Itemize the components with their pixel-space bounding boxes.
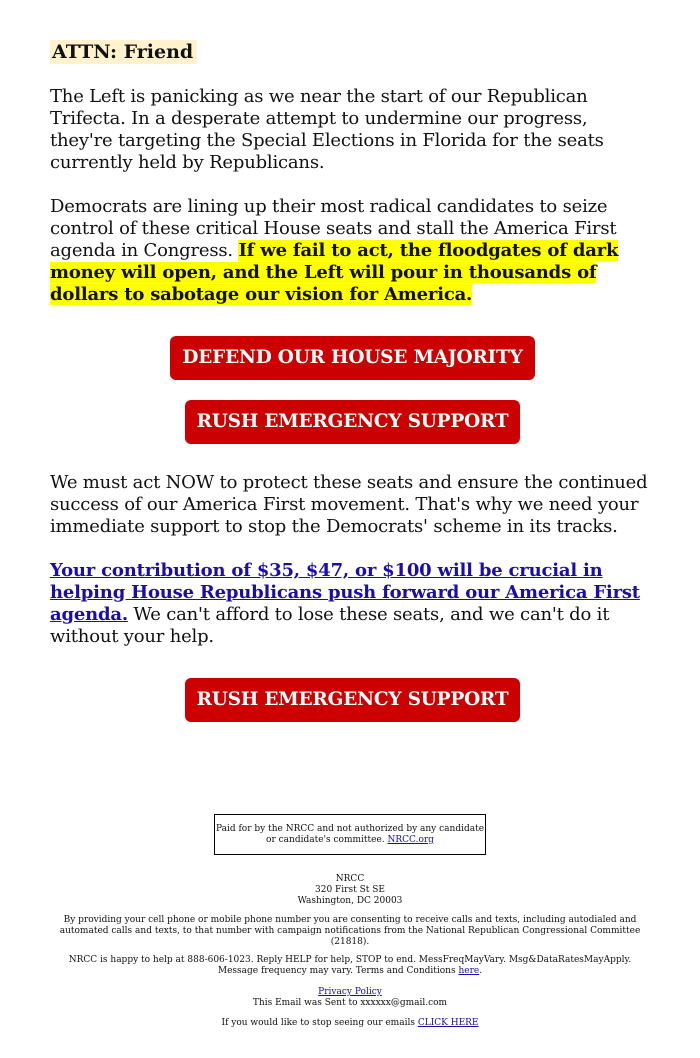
sms-consent-text: By providing your cell phone or mobile phone number you are consenting to receive calls and texts, including autodialed and automated calls and texts, to that number with campaign notifications from the National Republican Congressional Committee (21818).	[59, 915, 641, 947]
street-address: 320 First St SE	[315, 885, 385, 895]
mailing-address	[50, 874, 650, 907]
defend-house-majority-button[interactable]: DEFEND OUR HOUSE MAJORITY	[170, 336, 534, 380]
unsubscribe-link[interactable]: CLICK HERE	[417, 1018, 479, 1028]
email-body	[50, 40, 655, 722]
help-text-body: NRCC is happy to help at 888-606-1023. Reply HELP for help, STOP to end. MessFreqMayVary. Msg&DataRatesMayApply. Message frequency may vary. Terms and Conditions	[68, 955, 632, 976]
city-address: Washington, DC 20003	[297, 896, 403, 906]
paid-for-text: Paid for by the NRCC and not authorized by any candidate or candidate's committee.	[215, 824, 485, 845]
highlighted-warning: If we fail to act, the floodgates of dark money will open, and the Left will pour in thousands of dollars to sabotage our vision for America.	[50, 240, 619, 305]
paragraph-1: The Left is panicking as we near the start of our Republican Trifecta. In a desperate attempt to undermine our progress, they're targeting the Special Elections in Florida for the seats currently held by Republicans.	[50, 86, 604, 173]
paid-for-disclaimer	[214, 814, 486, 855]
greeting: ATTN: Friend	[50, 40, 197, 64]
paragraph-4	[50, 560, 655, 648]
contribution-link[interactable]: Your contribution of $35, $47, or $100 will be crucial in helping House Republicans push forward our America First agenda.	[50, 560, 640, 625]
button-row-1	[50, 336, 655, 380]
privacy-section	[50, 987, 650, 1009]
paragraph-4-text: We can't afford to lose these seats, and we can't do it without your help.	[50, 604, 610, 647]
paragraph-3: We must act NOW to protect these seats and ensure the continued success of our America First movement. That's why we need your immediate support to stop the Democrats' scheme in its tracks.	[50, 472, 648, 537]
button-row-3	[50, 678, 655, 722]
help-text-period: .	[479, 966, 483, 976]
org-name: NRCC	[335, 874, 365, 884]
rush-emergency-support-button-2[interactable]: RUSH EMERGENCY SUPPORT	[185, 678, 521, 722]
paragraph-2-text: Democrats are lining up their most radical candidates to seize control of these critical House seats and stall the America First agenda in Congress.	[50, 196, 617, 261]
privacy-policy-link[interactable]: Privacy Policy	[318, 987, 382, 997]
terms-link[interactable]: here	[458, 966, 480, 976]
unsubscribe-text: If you would like to stop seeing our emails	[221, 1018, 418, 1028]
paragraph-2	[50, 196, 655, 306]
button-row-2	[50, 400, 655, 444]
email-footer	[50, 814, 650, 1029]
nrcc-org-link[interactable]: NRCC.org	[387, 835, 434, 845]
unsubscribe-section	[50, 1018, 650, 1029]
rush-emergency-support-button[interactable]: RUSH EMERGENCY SUPPORT	[185, 400, 521, 444]
sent-to-text: This Email was Sent to xxxxxx@gmail.com	[252, 998, 448, 1008]
help-text	[50, 955, 650, 977]
